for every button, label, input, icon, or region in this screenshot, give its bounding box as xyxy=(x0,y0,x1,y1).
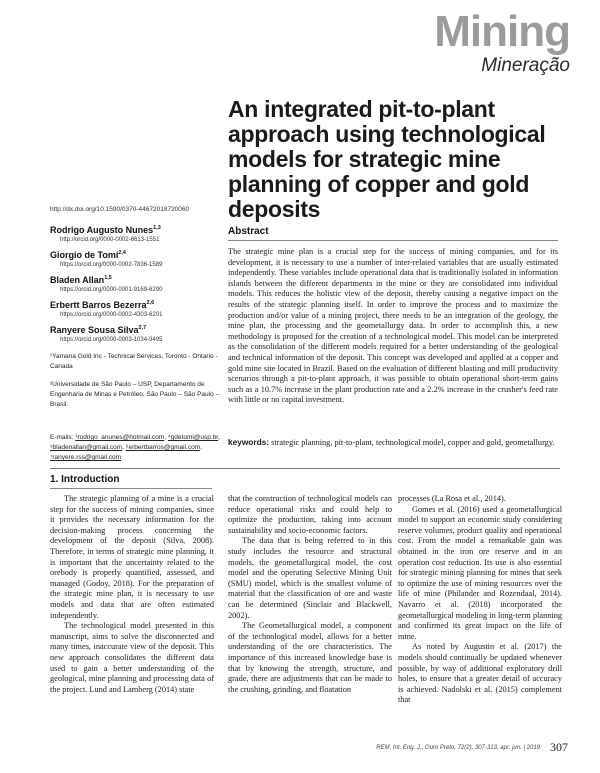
author-list xyxy=(50,222,220,347)
footer-journal: REM, Int. Eng. J., Ouro Preto, 72(2), 307-313, apr. jun. | 2019 xyxy=(376,745,540,751)
author-affil-sup: 2,6 xyxy=(146,300,155,306)
body-column-1 xyxy=(50,494,214,695)
email-link[interactable]: ⁵bladenallan@gmail.com xyxy=(50,444,123,451)
paragraph: processes (La Rosa et al., 2014). xyxy=(398,494,506,503)
paragraph: As noted by Augustin et al. (2017) the models should continually be updated whenever possible, by way of additional exploratory drill holes, to ensure that a greater detail of accuracy is achieved. Nadolski et al. (2015) complement that xyxy=(398,642,562,705)
emails-label: E-mails: xyxy=(50,434,76,441)
paragraph: The strategic planning of a mine is a crucial step for the success of mining companies, since it provides the necessary information for the decision-making process concerning the development of the deposit (Silva, 2008). Therefore, in terms of strategic mine planning, it is important that the uncertainty related to the orebody is properly quantified, assessed, and managed (Godoy, 2018). For the preparation of the strategic mine plan, it is necessary to use models and data that are often estimated independently. xyxy=(50,494,214,620)
page-number: 307 xyxy=(550,740,568,754)
doi-link[interactable]: http://dx.doi.org/10.1590/0370-44672018720060 xyxy=(50,206,190,213)
abstract-text: The strategic mine plan is a crucial step for the success of mining companies, and for its development, it is necessary to use a number of inter-related variables that are usually estimated independently. These variables include operational data that is traditionally isolated in information islands between the different departments in the mine or they are consolidated into individual models. This reduces the holistic view of the deposit, thereby causing a negative impact on the results of the strategic planning itself. In order to improve the process and to maximize the production and/or value of a mining project, there needs to be an integration of the geology, the mine plan, the processing and the geometallurgy data. In order to accomplish this, a new methodology is proposed for the creation of a technological model. This model can be interpreted as the consolidation of the different models required for a better understanding of the geological and technical information of the deposit. This concept was developed and applied at a copper and gold mine site located in Brazil. Based on the evaluation of different blasting and mill productivity scenarios through a pit-to-plant approach, it was possible to obtain operational short-term gains such as a 10.7% increase in the plant production rate and a 2.2% increase in the crusher's feed rate with little or no capital investment. xyxy=(228,247,558,405)
email-link[interactable]: ³rodrigo_anunes@hotmail.com xyxy=(75,434,165,441)
keywords-list: strategic planning, pit-to-plant, technological model, copper and gold, geometallurgy. xyxy=(269,438,555,447)
email-link[interactable]: ⁷ranyere.rss@gmail.com xyxy=(50,454,122,461)
article-title: An integrated pit-to-plant approach using technological models for strategic mine planning of copper and gold deposits xyxy=(228,96,546,222)
paragraph: The technological model presented in this manuscript, aims to solve the disconnected and many times, inaccurate view of the deposit. This new approach consolidates the different data used to gain a better understanding of the geological, mine planning and processing data of the project. Lund and Lamberg (2014) state xyxy=(50,621,214,694)
orcid-link[interactable]: http://orcid.org/0000-0002-6613-1551 xyxy=(60,237,160,243)
email-link[interactable]: ⁶erbertbarros@gmail.com xyxy=(125,444,201,451)
affiliation-1: ¹Yamana Gold Inc - Technical Services, Toronto - Ontario - Canada xyxy=(50,353,218,370)
body-column-3 xyxy=(398,494,562,706)
author-affil-sup: 1,5 xyxy=(104,275,112,281)
section-subtitle: Mineração xyxy=(481,55,570,76)
paragraph: The data that is being referred to in this study includes the resource and structural models, the geometallurgical model, the cost model and the operating Selective Mining Unit (SMU) model, which is the smallest volume of material that the classification of ore and waste can be determined (Sinclair and Blackwell, 2002). xyxy=(228,536,392,620)
orcid-link[interactable]: https://orcid.org/0000-0003-1034-9495 xyxy=(60,337,163,343)
paragraph: Gomes et al. (2016) used a geometallurgical model to support an economic study considering reserve volumes, product quality and operational cost. From the model a remarkable gain was obtained in the iron ore reserve and in an operation cost reduction. Its use is also essential for strategic mining planning for mines that seek to optimize the use of mining resources over the life of mine (Philander and Rozendaal, 2014). Navarro et al. (2018) incorporated the geometallurgical modeling in long-term planning and confirmed its great impact on the life of mine. xyxy=(398,504,562,641)
email-list: E-mails: ³rodrigo_anunes@hotmail.com, ⁴gdetomi@usp.br, ⁵bladenallan@gmail.com, ⁶erbertbarros@gmail.com, ⁷ranyere.rss@gmail.com xyxy=(50,434,220,461)
section-title: Mining xyxy=(434,7,570,56)
abstract-heading: Abstract xyxy=(228,226,269,237)
author-affil-sup: 1,3 xyxy=(153,225,161,231)
intro-heading: 1. Introduction xyxy=(50,474,120,485)
email-link[interactable]: ⁴gdetomi@usp.br xyxy=(167,434,219,441)
intro-rule xyxy=(50,488,212,489)
keywords-label: keywords: xyxy=(228,437,270,447)
paragraph: that the construction of technological models can reduce operational risks and could help to optimize the production, taking into account sustainability and socio-economic factors. xyxy=(228,494,392,535)
author-name: Erbertt Barros Bezerra$^{2,6}$ xyxy=(50,300,155,310)
author-affil-sup: 2,4 xyxy=(118,250,126,256)
paragraph: The Geometallurgical model, a component of the technological model, allows for a better understanding of the ore characteristics. The importance of this increased knowledge base is that by knowing the strength, structure, and grade, there are adjustments that can be made to the crushing, grinding, and floatation xyxy=(228,621,392,694)
abstract-rule xyxy=(228,240,558,241)
author-name: Giorgio de Tomi$^{2,4}$ xyxy=(50,250,126,260)
body-column-2 xyxy=(228,494,392,695)
author-entry xyxy=(50,322,220,345)
author-affil-sup: 2,7 xyxy=(138,325,147,331)
affiliations xyxy=(50,352,220,418)
author-name: Bladen Allan$^{1,5}$ xyxy=(50,275,112,285)
orcid-link[interactable]: https://orcid.org/0000-0002-7836-1589 xyxy=(60,262,163,268)
author-entry xyxy=(50,247,220,270)
author-name: Ranyere Sousa Silva$^{2,7}$ xyxy=(50,325,147,335)
orcid-link[interactable]: https://orcid.org/0000-0002-4303-6201 xyxy=(60,312,163,318)
author-entry xyxy=(50,272,220,295)
affiliation-2: ²Universidade de São Paulo – USP, Departamento de Engenharia de Minas e Petróleo, São Paulo – São Paulo – Brasil. xyxy=(50,381,220,408)
author-entry xyxy=(50,297,220,320)
author-entry xyxy=(50,222,220,245)
author-name: Rodrigo Augusto Nunes$^{1,3}$ xyxy=(50,225,161,235)
orcid-link[interactable]: https://orcid.org/0000-0001-9169-6290 xyxy=(60,287,163,293)
keywords xyxy=(228,437,558,449)
section-divider xyxy=(50,468,560,469)
